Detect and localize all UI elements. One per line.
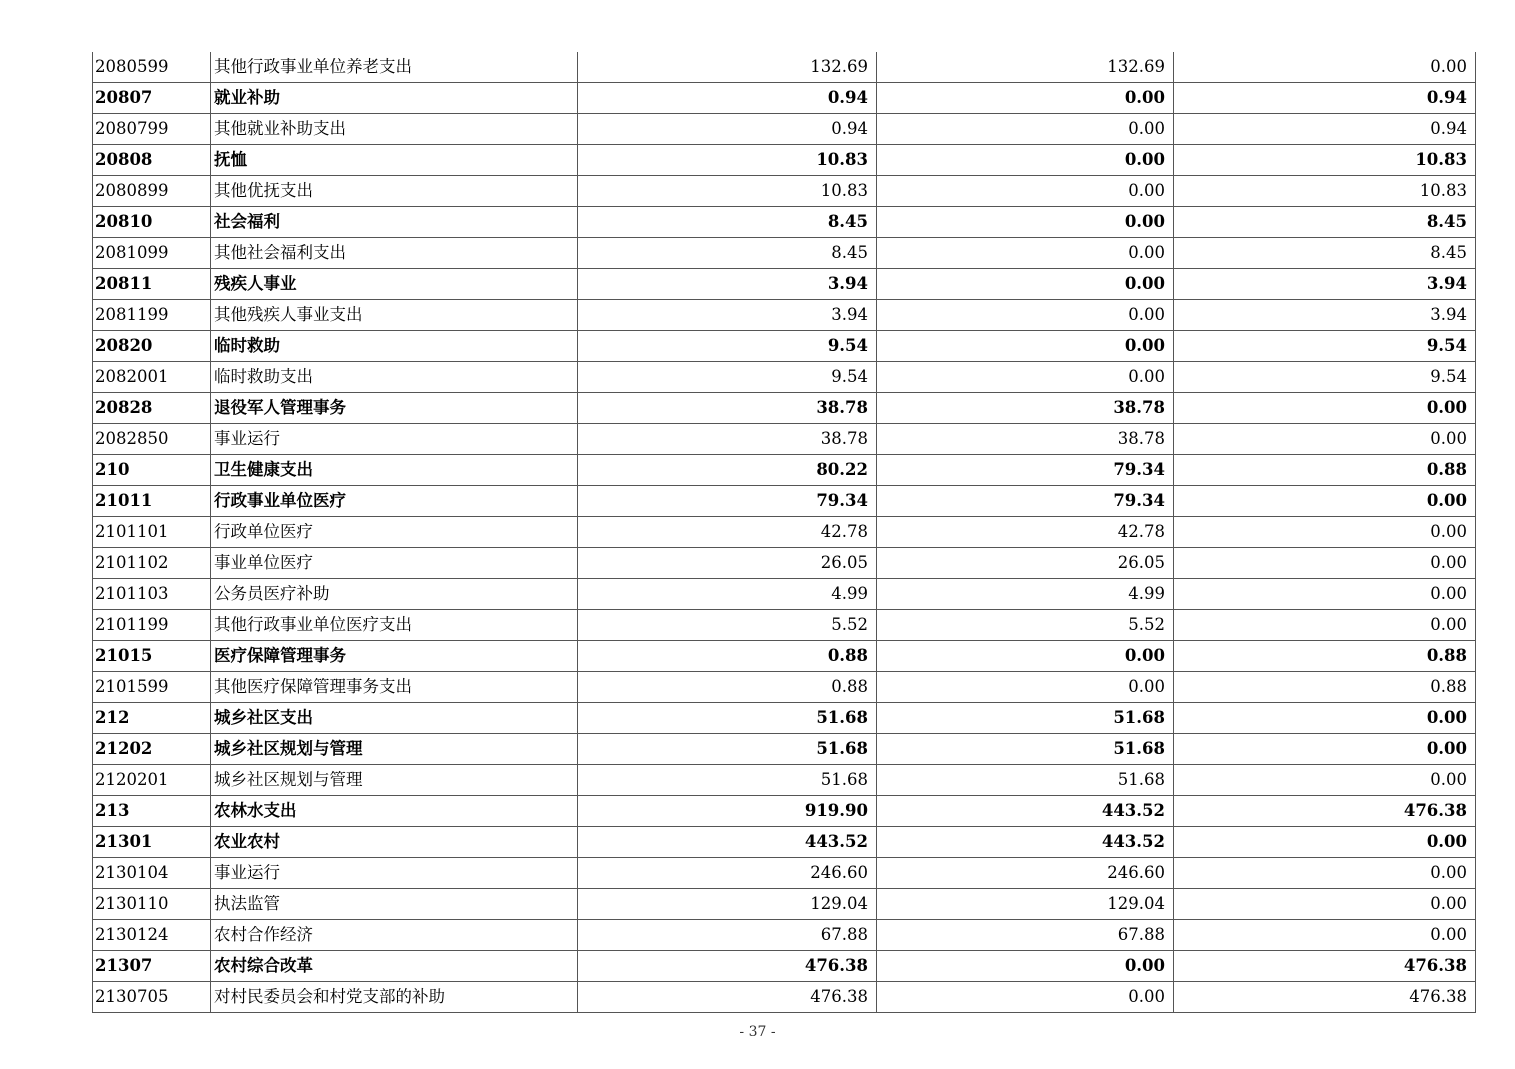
project-cell: 0.00 bbox=[1174, 889, 1476, 920]
code-cell: 20810 bbox=[93, 207, 211, 238]
project-cell: 9.54 bbox=[1174, 362, 1476, 393]
project-cell: 8.45 bbox=[1174, 207, 1476, 238]
project-cell: 0.00 bbox=[1174, 52, 1476, 83]
project-cell: 0.00 bbox=[1174, 765, 1476, 796]
name-cell: 残疾人事业 bbox=[211, 269, 578, 300]
name-cell: 城乡社区支出 bbox=[211, 703, 578, 734]
basic-cell: 51.68 bbox=[877, 765, 1174, 796]
name-cell: 就业补助 bbox=[211, 83, 578, 114]
table-row bbox=[93, 517, 1476, 548]
total-cell: 476.38 bbox=[578, 982, 877, 1013]
total-cell: 10.83 bbox=[578, 176, 877, 207]
page-number: - 37 - bbox=[739, 1024, 776, 1040]
budget-table bbox=[92, 52, 1476, 1013]
name-cell: 其他社会福利支出 bbox=[211, 238, 578, 269]
total-cell: 51.68 bbox=[578, 703, 877, 734]
total-cell: 80.22 bbox=[578, 455, 877, 486]
table-row bbox=[93, 176, 1476, 207]
code-cell: 21011 bbox=[93, 486, 211, 517]
table-row bbox=[93, 982, 1476, 1013]
total-cell: 132.69 bbox=[578, 52, 877, 83]
total-cell: 0.94 bbox=[578, 114, 877, 145]
code-cell: 2130124 bbox=[93, 920, 211, 951]
total-cell: 51.68 bbox=[578, 734, 877, 765]
table-row bbox=[93, 858, 1476, 889]
total-cell: 476.38 bbox=[578, 951, 877, 982]
code-cell: 21301 bbox=[93, 827, 211, 858]
total-cell: 26.05 bbox=[578, 548, 877, 579]
code-cell: 2081199 bbox=[93, 300, 211, 331]
table-row bbox=[93, 610, 1476, 641]
total-cell: 0.88 bbox=[578, 641, 877, 672]
name-cell: 其他行政事业单位医疗支出 bbox=[211, 610, 578, 641]
code-cell: 2080799 bbox=[93, 114, 211, 145]
name-cell: 事业运行 bbox=[211, 424, 578, 455]
total-cell: 3.94 bbox=[578, 269, 877, 300]
table-row bbox=[93, 300, 1476, 331]
total-cell: 129.04 bbox=[578, 889, 877, 920]
project-cell: 0.94 bbox=[1174, 83, 1476, 114]
code-cell: 21202 bbox=[93, 734, 211, 765]
project-cell: 0.88 bbox=[1174, 455, 1476, 486]
name-cell: 农业农村 bbox=[211, 827, 578, 858]
name-cell: 城乡社区规划与管理 bbox=[211, 765, 578, 796]
total-cell: 4.99 bbox=[578, 579, 877, 610]
total-cell: 3.94 bbox=[578, 300, 877, 331]
total-cell: 38.78 bbox=[578, 393, 877, 424]
basic-cell: 0.00 bbox=[877, 269, 1174, 300]
total-cell: 51.68 bbox=[578, 765, 877, 796]
code-cell: 2101599 bbox=[93, 672, 211, 703]
table-row bbox=[93, 672, 1476, 703]
name-cell: 执法监管 bbox=[211, 889, 578, 920]
code-cell: 2081099 bbox=[93, 238, 211, 269]
project-cell: 0.00 bbox=[1174, 858, 1476, 889]
name-cell: 公务员医疗补助 bbox=[211, 579, 578, 610]
table-body bbox=[93, 52, 1476, 1013]
name-cell: 其他优抚支出 bbox=[211, 176, 578, 207]
basic-cell: 0.00 bbox=[877, 331, 1174, 362]
code-cell: 2080899 bbox=[93, 176, 211, 207]
name-cell: 社会福利 bbox=[211, 207, 578, 238]
code-cell: 212 bbox=[93, 703, 211, 734]
basic-cell: 0.00 bbox=[877, 238, 1174, 269]
basic-cell: 79.34 bbox=[877, 455, 1174, 486]
name-cell: 农林水支出 bbox=[211, 796, 578, 827]
project-cell: 0.00 bbox=[1174, 579, 1476, 610]
table-row bbox=[93, 424, 1476, 455]
total-cell: 10.83 bbox=[578, 145, 877, 176]
project-cell: 0.94 bbox=[1174, 114, 1476, 145]
basic-cell: 38.78 bbox=[877, 393, 1174, 424]
table-row bbox=[93, 765, 1476, 796]
table-row bbox=[93, 83, 1476, 114]
project-cell: 0.00 bbox=[1174, 734, 1476, 765]
basic-cell: 4.99 bbox=[877, 579, 1174, 610]
table-row bbox=[93, 641, 1476, 672]
total-cell: 79.34 bbox=[578, 486, 877, 517]
basic-cell: 443.52 bbox=[877, 827, 1174, 858]
name-cell: 行政单位医疗 bbox=[211, 517, 578, 548]
total-cell: 8.45 bbox=[578, 207, 877, 238]
project-cell: 0.88 bbox=[1174, 641, 1476, 672]
table-row bbox=[93, 207, 1476, 238]
basic-cell: 132.69 bbox=[877, 52, 1174, 83]
project-cell: 0.88 bbox=[1174, 672, 1476, 703]
project-cell: 0.00 bbox=[1174, 393, 1476, 424]
name-cell: 农村合作经济 bbox=[211, 920, 578, 951]
code-cell: 2101101 bbox=[93, 517, 211, 548]
total-cell: 0.88 bbox=[578, 672, 877, 703]
project-cell: 0.00 bbox=[1174, 610, 1476, 641]
code-cell: 21015 bbox=[93, 641, 211, 672]
table-row bbox=[93, 238, 1476, 269]
table-row bbox=[93, 920, 1476, 951]
code-cell: 20808 bbox=[93, 145, 211, 176]
total-cell: 9.54 bbox=[578, 331, 877, 362]
total-cell: 0.94 bbox=[578, 83, 877, 114]
name-cell: 卫生健康支出 bbox=[211, 455, 578, 486]
basic-cell: 0.00 bbox=[877, 145, 1174, 176]
project-cell: 0.00 bbox=[1174, 920, 1476, 951]
table-row bbox=[93, 796, 1476, 827]
basic-cell: 67.88 bbox=[877, 920, 1174, 951]
code-cell: 2130104 bbox=[93, 858, 211, 889]
name-cell: 临时救助支出 bbox=[211, 362, 578, 393]
basic-cell: 0.00 bbox=[877, 114, 1174, 145]
basic-cell: 0.00 bbox=[877, 362, 1174, 393]
name-cell: 退役军人管理事务 bbox=[211, 393, 578, 424]
table-row bbox=[93, 951, 1476, 982]
table-row bbox=[93, 331, 1476, 362]
basic-cell: 42.78 bbox=[877, 517, 1174, 548]
project-cell: 0.00 bbox=[1174, 424, 1476, 455]
code-cell: 2101199 bbox=[93, 610, 211, 641]
name-cell: 农村综合改革 bbox=[211, 951, 578, 982]
basic-cell: 129.04 bbox=[877, 889, 1174, 920]
name-cell: 抚恤 bbox=[211, 145, 578, 176]
name-cell: 其他残疾人事业支出 bbox=[211, 300, 578, 331]
name-cell: 其他医疗保障管理事务支出 bbox=[211, 672, 578, 703]
name-cell: 事业单位医疗 bbox=[211, 548, 578, 579]
total-cell: 38.78 bbox=[578, 424, 877, 455]
code-cell: 20811 bbox=[93, 269, 211, 300]
table-row bbox=[93, 734, 1476, 765]
project-cell: 10.83 bbox=[1174, 176, 1476, 207]
project-cell: 0.00 bbox=[1174, 548, 1476, 579]
total-cell: 9.54 bbox=[578, 362, 877, 393]
table-row bbox=[93, 114, 1476, 145]
project-cell: 0.00 bbox=[1174, 486, 1476, 517]
code-cell: 2082001 bbox=[93, 362, 211, 393]
code-cell: 20820 bbox=[93, 331, 211, 362]
code-cell: 2101102 bbox=[93, 548, 211, 579]
table-row bbox=[93, 52, 1476, 83]
total-cell: 443.52 bbox=[578, 827, 877, 858]
table-row bbox=[93, 579, 1476, 610]
table-row bbox=[93, 393, 1476, 424]
name-cell: 城乡社区规划与管理 bbox=[211, 734, 578, 765]
basic-cell: 0.00 bbox=[877, 641, 1174, 672]
basic-cell: 26.05 bbox=[877, 548, 1174, 579]
basic-cell: 0.00 bbox=[877, 672, 1174, 703]
basic-cell: 38.78 bbox=[877, 424, 1174, 455]
table-row bbox=[93, 486, 1476, 517]
code-cell: 20828 bbox=[93, 393, 211, 424]
project-cell: 476.38 bbox=[1174, 951, 1476, 982]
total-cell: 919.90 bbox=[578, 796, 877, 827]
table-row bbox=[93, 703, 1476, 734]
name-cell: 其他行政事业单位养老支出 bbox=[211, 52, 578, 83]
name-cell: 其他就业补助支出 bbox=[211, 114, 578, 145]
basic-cell: 0.00 bbox=[877, 300, 1174, 331]
basic-cell: 5.52 bbox=[877, 610, 1174, 641]
basic-cell: 246.60 bbox=[877, 858, 1174, 889]
name-cell: 行政事业单位医疗 bbox=[211, 486, 578, 517]
basic-cell: 79.34 bbox=[877, 486, 1174, 517]
name-cell: 临时救助 bbox=[211, 331, 578, 362]
code-cell: 2130110 bbox=[93, 889, 211, 920]
name-cell: 事业运行 bbox=[211, 858, 578, 889]
basic-cell: 0.00 bbox=[877, 982, 1174, 1013]
table-row bbox=[93, 269, 1476, 300]
table-row bbox=[93, 145, 1476, 176]
code-cell: 2080599 bbox=[93, 52, 211, 83]
table-row bbox=[93, 455, 1476, 486]
code-cell: 2101103 bbox=[93, 579, 211, 610]
table-row bbox=[93, 889, 1476, 920]
total-cell: 5.52 bbox=[578, 610, 877, 641]
project-cell: 8.45 bbox=[1174, 238, 1476, 269]
name-cell: 对村民委员会和村党支部的补助 bbox=[211, 982, 578, 1013]
table-row bbox=[93, 362, 1476, 393]
project-cell: 3.94 bbox=[1174, 269, 1476, 300]
name-cell: 医疗保障管理事务 bbox=[211, 641, 578, 672]
code-cell: 2120201 bbox=[93, 765, 211, 796]
code-cell: 21307 bbox=[93, 951, 211, 982]
basic-cell: 51.68 bbox=[877, 703, 1174, 734]
total-cell: 8.45 bbox=[578, 238, 877, 269]
total-cell: 67.88 bbox=[578, 920, 877, 951]
project-cell: 10.83 bbox=[1174, 145, 1476, 176]
code-cell: 213 bbox=[93, 796, 211, 827]
basic-cell: 0.00 bbox=[877, 176, 1174, 207]
project-cell: 476.38 bbox=[1174, 796, 1476, 827]
code-cell: 2130705 bbox=[93, 982, 211, 1013]
project-cell: 9.54 bbox=[1174, 331, 1476, 362]
project-cell: 0.00 bbox=[1174, 517, 1476, 548]
basic-cell: 0.00 bbox=[877, 207, 1174, 238]
project-cell: 476.38 bbox=[1174, 982, 1476, 1013]
project-cell: 0.00 bbox=[1174, 703, 1476, 734]
total-cell: 42.78 bbox=[578, 517, 877, 548]
code-cell: 20807 bbox=[93, 83, 211, 114]
code-cell: 210 bbox=[93, 455, 211, 486]
basic-cell: 0.00 bbox=[877, 951, 1174, 982]
basic-cell: 51.68 bbox=[877, 734, 1174, 765]
basic-cell: 443.52 bbox=[877, 796, 1174, 827]
code-cell: 2082850 bbox=[93, 424, 211, 455]
basic-cell: 0.00 bbox=[877, 83, 1174, 114]
table-row bbox=[93, 827, 1476, 858]
project-cell: 3.94 bbox=[1174, 300, 1476, 331]
total-cell: 246.60 bbox=[578, 858, 877, 889]
project-cell: 0.00 bbox=[1174, 827, 1476, 858]
table-row bbox=[93, 548, 1476, 579]
